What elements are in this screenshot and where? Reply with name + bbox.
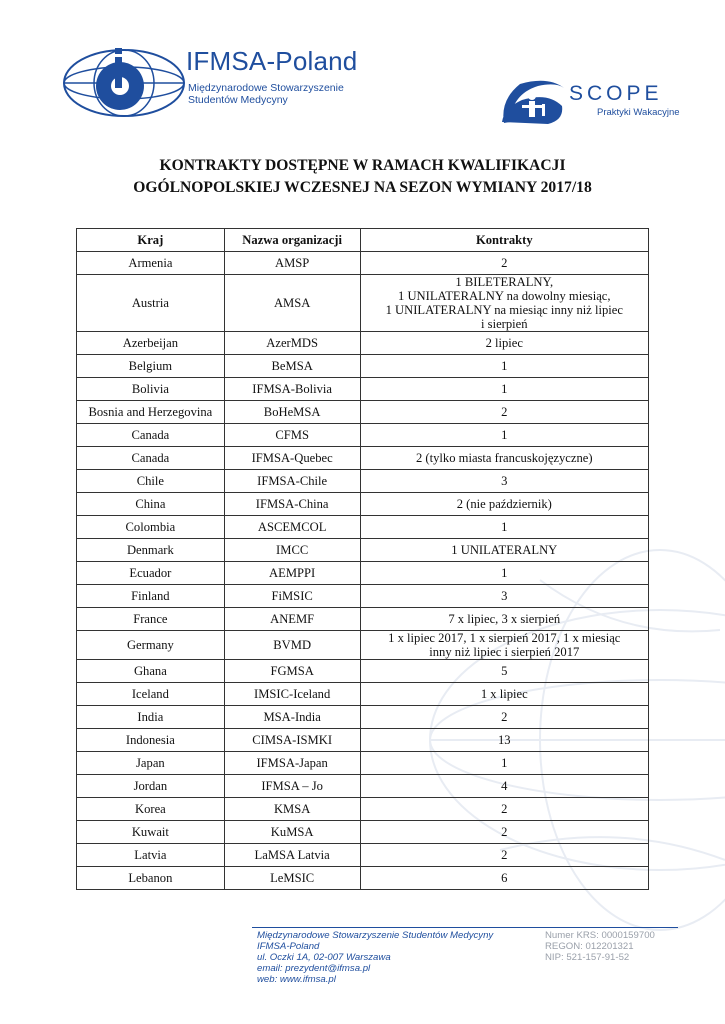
cell-contracts xyxy=(360,585,648,608)
cell-contracts xyxy=(360,729,648,752)
org-subtitle-line1: Międzynarodowe Stowarzyszenie xyxy=(188,82,344,94)
cell-country: Lebanon xyxy=(77,867,225,890)
table-row xyxy=(77,660,649,683)
table-row xyxy=(77,798,649,821)
contract-line: 1 UNILATERALNY na dowolny miesiąc, xyxy=(398,289,611,303)
cell-contracts xyxy=(360,867,648,890)
table-row xyxy=(77,867,649,890)
table-row xyxy=(77,252,649,275)
contract-line: 5 xyxy=(501,664,508,678)
cell-country: Japan xyxy=(77,752,225,775)
contract-line: 2 xyxy=(501,710,508,724)
contract-line: 2 (nie październik) xyxy=(456,497,552,511)
cell-country: Austria xyxy=(77,275,225,332)
title-line2: OGÓLNOPOLSKIEJ WCZESNEJ NA SEZON WYMIANY 2017/18 xyxy=(133,179,592,196)
cell-organization: AMSA xyxy=(224,275,360,332)
cell-country: Kuwait xyxy=(77,821,225,844)
table-row xyxy=(77,378,649,401)
contract-line: 13 xyxy=(497,733,511,747)
cell-organization: ANEMF xyxy=(224,608,360,631)
cell-country: France xyxy=(77,608,225,631)
table-row xyxy=(77,355,649,378)
cell-contracts xyxy=(360,447,648,470)
org-name: IFMSA-Poland xyxy=(186,46,358,76)
cell-country: Indonesia xyxy=(77,729,225,752)
cell-country: Colombia xyxy=(77,516,225,539)
cell-organization: MSA-India xyxy=(224,706,360,729)
cell-contracts xyxy=(360,252,648,275)
cell-country: Canada xyxy=(77,424,225,447)
table-row xyxy=(77,424,649,447)
footer-line: Międzynarodowe Stowarzyszenie Studentów Medycyny xyxy=(257,930,494,941)
table-row xyxy=(77,683,649,706)
table-body xyxy=(77,252,649,890)
contract-line: 1 xyxy=(501,428,508,442)
table-row xyxy=(77,493,649,516)
cell-contracts xyxy=(360,470,648,493)
cell-organization: BVMD xyxy=(224,631,360,660)
footer-line: IFMSA-Poland xyxy=(257,941,320,952)
cell-contracts xyxy=(360,562,648,585)
cell-organization: IFMSA-Japan xyxy=(224,752,360,775)
table-row xyxy=(77,752,649,775)
cell-contracts xyxy=(360,424,648,447)
contract-line: 1 UNILATERALNY na miesiąc inny niż lipiec xyxy=(385,303,623,317)
cell-country: Latvia xyxy=(77,844,225,867)
contract-line: 1 xyxy=(501,382,508,396)
cell-organization: BeMSA xyxy=(224,355,360,378)
cell-contracts xyxy=(360,631,648,660)
cell-contracts xyxy=(360,355,648,378)
cell-organization: CFMS xyxy=(224,424,360,447)
contract-line: 2 lipiec xyxy=(485,336,523,350)
contract-line: 1 x lipiec xyxy=(480,687,528,701)
contract-line: 1 xyxy=(501,359,508,373)
contract-line: i sierpień xyxy=(481,317,528,331)
contract-line: 3 xyxy=(501,474,508,488)
table-row xyxy=(77,706,649,729)
cell-contracts xyxy=(360,401,648,424)
header-country: Kraj xyxy=(77,229,225,252)
table-row xyxy=(77,585,649,608)
cell-contracts xyxy=(360,608,648,631)
footer-contact xyxy=(257,930,493,985)
cell-organization: BoHeMSA xyxy=(224,401,360,424)
cell-organization: IMSIC-Iceland xyxy=(224,683,360,706)
table-row xyxy=(77,516,649,539)
contract-line: 2 xyxy=(501,825,508,839)
footer-email: email: prezydent@ifmsa.pl xyxy=(257,963,371,974)
cell-organization: CIMSA-ISMKI xyxy=(224,729,360,752)
footer-web: web: www.ifmsa.pl xyxy=(257,974,336,985)
cell-contracts xyxy=(360,752,648,775)
cell-organization: IFMSA – Jo xyxy=(224,775,360,798)
cell-organization: AEMPPI xyxy=(224,562,360,585)
cell-country: Ecuador xyxy=(77,562,225,585)
table-row xyxy=(77,608,649,631)
cell-country: Bosnia and Herzegovina xyxy=(77,401,225,424)
contract-line: inny niż lipiec i sierpień 2017 xyxy=(429,645,580,659)
cell-country: India xyxy=(77,706,225,729)
org-subtitle xyxy=(188,82,344,106)
cell-country: Iceland xyxy=(77,683,225,706)
header-contracts: Kontrakty xyxy=(360,229,648,252)
table-row xyxy=(77,275,649,332)
cell-organization: FiMSIC xyxy=(224,585,360,608)
cell-contracts xyxy=(360,775,648,798)
table-row xyxy=(77,562,649,585)
scope-subtitle: Praktyki Wakacyjne xyxy=(597,107,680,118)
cell-contracts xyxy=(360,798,648,821)
header-organization: Nazwa organizacji xyxy=(224,229,360,252)
contract-line: 1 xyxy=(501,520,508,534)
table-header-row xyxy=(77,229,649,252)
cell-country: Jordan xyxy=(77,775,225,798)
cell-organization: IFMSA-Quebec xyxy=(224,447,360,470)
cell-contracts xyxy=(360,378,648,401)
cell-country: Azerbeijan xyxy=(77,332,225,355)
cell-country: Denmark xyxy=(77,539,225,562)
cell-contracts xyxy=(360,821,648,844)
cell-organization: ASCEMCOL xyxy=(224,516,360,539)
cell-contracts xyxy=(360,539,648,562)
cell-country: Belgium xyxy=(77,355,225,378)
scope-name: SCOPE xyxy=(569,82,663,105)
cell-country: Canada xyxy=(77,447,225,470)
cell-country: Chile xyxy=(77,470,225,493)
contract-line: 6 xyxy=(501,871,508,885)
org-subtitle-line2: Studentów Medycyny xyxy=(188,94,288,106)
cell-country: Bolivia xyxy=(77,378,225,401)
cell-contracts xyxy=(360,706,648,729)
table-row xyxy=(77,539,649,562)
table-row xyxy=(77,844,649,867)
table-row xyxy=(77,401,649,424)
contract-line: 4 xyxy=(501,779,508,793)
contract-line: 2 (tylko miasta francuskojęzyczne) xyxy=(415,451,593,465)
contract-line: 2 xyxy=(501,405,508,419)
footer-address: ul. Oczki 1A, 02-007 Warszawa xyxy=(257,952,391,963)
cell-organization: AMSP xyxy=(224,252,360,275)
cell-organization: KuMSA xyxy=(224,821,360,844)
cell-contracts xyxy=(360,683,648,706)
contract-line: 2 xyxy=(501,256,508,270)
contract-line: 3 xyxy=(501,589,508,603)
footer-registry xyxy=(545,930,655,963)
cell-organization: FGMSA xyxy=(224,660,360,683)
cell-country: Ghana xyxy=(77,660,225,683)
contract-line: 1 xyxy=(501,756,508,770)
cell-contracts xyxy=(360,275,648,332)
cell-contracts xyxy=(360,660,648,683)
table-row xyxy=(77,631,649,660)
contract-line: 7 x lipiec, 3 x sierpień xyxy=(448,612,561,626)
cell-organization: IMCC xyxy=(224,539,360,562)
cell-organization: IFMSA-China xyxy=(224,493,360,516)
table-row xyxy=(77,470,649,493)
contract-line: 2 xyxy=(501,802,508,816)
footer-regon: REGON: 012201321 xyxy=(545,941,634,952)
cell-contracts xyxy=(360,516,648,539)
table-row xyxy=(77,332,649,355)
cell-contracts xyxy=(360,332,648,355)
cell-organization: LeMSIC xyxy=(224,867,360,890)
table-row xyxy=(77,447,649,470)
cell-country: Finland xyxy=(77,585,225,608)
cell-organization: AzerMDS xyxy=(224,332,360,355)
cell-organization: LaMSA Latvia xyxy=(224,844,360,867)
cell-contracts xyxy=(360,493,648,516)
title-line1: KONTRAKTY DOSTĘPNE W RAMACH KWALIFIKACJI xyxy=(159,157,566,174)
table-row xyxy=(77,729,649,752)
contract-line: 1 xyxy=(501,566,508,580)
table-row xyxy=(77,821,649,844)
cell-country: Korea xyxy=(77,798,225,821)
footer-krs: Numer KRS: 0000159700 xyxy=(545,930,655,941)
contract-line: 1 BILETERALNY, xyxy=(455,275,554,289)
cell-organization: KMSA xyxy=(224,798,360,821)
footer-nip: NIP: 521-157-91-52 xyxy=(545,952,630,963)
cell-contracts xyxy=(360,844,648,867)
contract-line: 1 x lipiec 2017, 1 x sierpień 2017, 1 x miesiąc xyxy=(388,631,621,645)
contract-line: 2 xyxy=(501,848,508,862)
contracts-table xyxy=(76,228,649,890)
cell-country: Armenia xyxy=(77,252,225,275)
contract-line: 1 UNILATERALNY xyxy=(451,543,558,557)
footer-divider xyxy=(252,927,678,928)
cell-country: China xyxy=(77,493,225,516)
cell-country: Germany xyxy=(77,631,225,660)
cell-organization: IFMSA-Bolivia xyxy=(224,378,360,401)
document-title xyxy=(0,155,725,199)
cell-organization: IFMSA-Chile xyxy=(224,470,360,493)
table-row xyxy=(77,775,649,798)
